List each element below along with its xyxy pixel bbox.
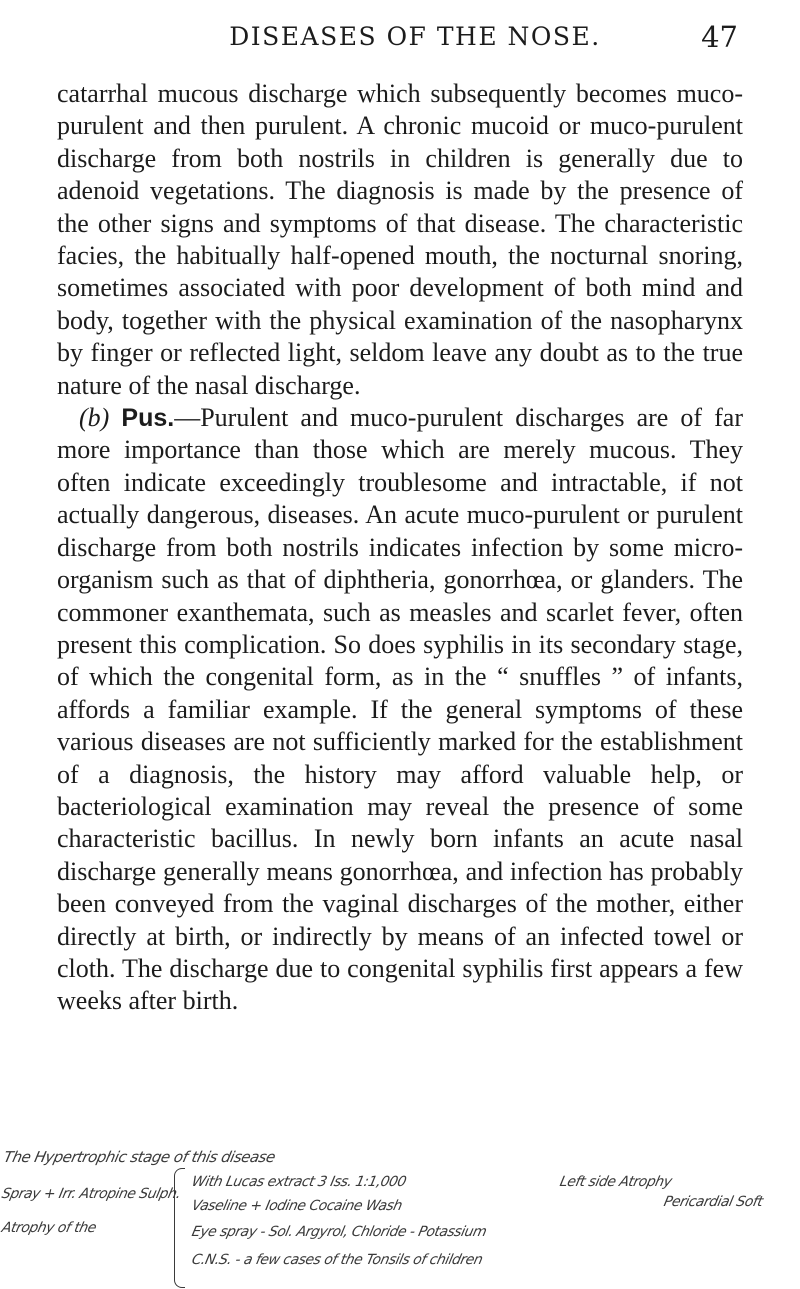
body-text xyxy=(57,78,743,1018)
paragraph-intro: catarrhal mucous discharge which subsequently becomes muco-purulent and then purulent. A chronic mucoid or muco-purulent discharge from both nostrils in children is generally due to adenoid vegetations. The diagnosis is made by the presence of the other signs and symptoms of that disease. The characteristic facies, the habitually half-opened mouth, the nocturnal snoring, sometimes associated with poor development of both mind and body, together with the physical examination of the nasopharynx by finger or reflected light, seldom leave any doubt as to the true nature of the nasal discharge. xyxy=(57,79,743,400)
note-line-4: With Lucas extract 3 Iss. 1:1,000 xyxy=(190,1174,408,1190)
handwritten-notes xyxy=(0,1148,800,1288)
note-line-3: Atrophy of the xyxy=(0,1220,98,1236)
running-title: DISEASES OF THE NOSE. xyxy=(229,22,601,51)
note-line-8: Eye spray - Sol. Argyrol, Chloride - Potassium xyxy=(190,1224,488,1240)
page-header xyxy=(0,20,800,60)
note-line-1: The Hypertrophic stage of this disease xyxy=(2,1148,277,1166)
note-line-9: C.N.S. - a few cases of the Tonsils of children xyxy=(190,1252,484,1268)
section-heading: Pus. xyxy=(121,404,175,433)
page-number: 47 xyxy=(701,20,738,54)
note-line-6: Left side Atrophy xyxy=(558,1174,674,1190)
note-brace xyxy=(174,1168,185,1288)
note-line-2: Spray + Irr. Atropine Sulph. xyxy=(0,1186,182,1202)
paragraph-pus-text: —Purulent and muco-purulent discharges are of far more importance than those which are merely mucous. They often indicate exceedingly troublesome and intractable, if not actually dangerous, diseases. An acute muco-purulent or purulent discharge from both nostrils indicates infection by some micro-organism such as that of diphtheria, gonorrhœa, or glanders. The commoner exanthemata, such as measles and scarlet fever, often present this complication. So does syphilis in its secondary stage, of which the congenital form, as in the “ snuffles ” of infants, affords a familiar example. If the general symptoms of these various diseases are not sufficiently marked for the establishment of a diagnosis, the history may afford valuable help, or bacteriological examination may reveal the presence of some characteristic bacillus. In newly born infants an acute nasal discharge generally means gonorrhœa, and infection has probably been conveyed from the vaginal discharges of the mother, either directly at birth, or indirectly by means of an infected towel or cloth. The discharge due to congenital syphilis first appears a few weeks after birth. xyxy=(57,403,744,1016)
paragraph-pus xyxy=(57,402,743,1018)
note-line-5: Pericardial Soft xyxy=(662,1194,765,1210)
note-line-7: Vaseline + Iodine Cocaine Wash xyxy=(190,1198,404,1214)
section-label: (b) xyxy=(79,403,110,433)
